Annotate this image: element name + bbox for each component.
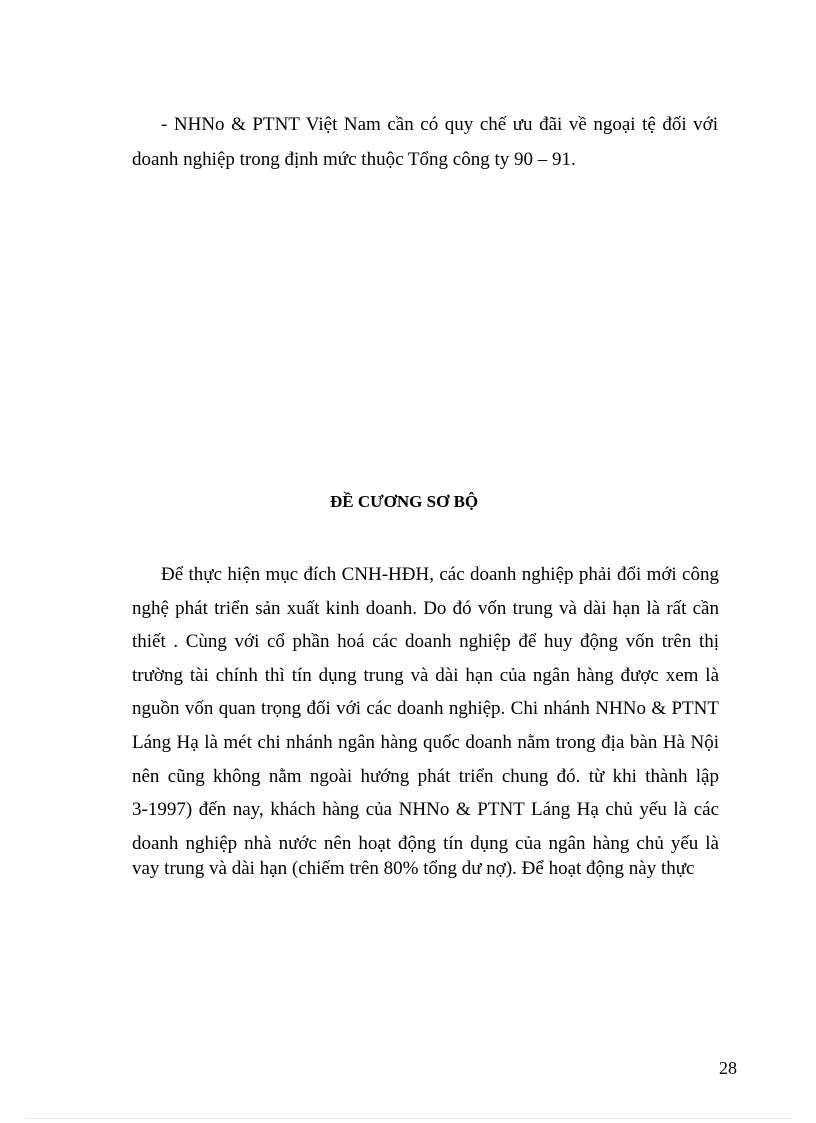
paragraph-line: Láng Hạ là mét chi nhánh ngân hàng quốc doanh nằm trong địa bàn Hà Nội — [132, 732, 719, 753]
paragraph-line: trường tài chính thì tín dụng trung và dài hạn của ngân hàng được xem là — [132, 665, 719, 686]
paragraph-line: 3-1997) đến nay, khách hàng của NHNo & PTNT Láng Hạ chủ yếu là các — [132, 799, 719, 820]
paragraph-line: thiết . Cùng với cổ phần hoá các doanh nghiệp để huy động vốn trên thị — [132, 631, 719, 652]
paragraph-line: nên cũng không nằm ngoài hướng phát triển chung đó. từ khi thành lập — [132, 766, 719, 787]
paragraph-line: nguồn vốn quan trọng đối với các doanh nghiệp. Chi nhánh NHNo & PTNT — [132, 698, 719, 719]
paragraph-line: doanh nghiệp nhà nước nên hoạt động tín dụng của ngân hàng chủ yếu là — [132, 833, 719, 854]
paragraph-line: nghệ phát triển sản xuất kinh doanh. Do đó vốn trung và dài hạn là rất cần — [132, 598, 719, 619]
footer-divider — [24, 1118, 792, 1119]
paragraph-line: Để thực hiện mục đích CNH-HĐH, các doanh nghiệp phải đổi mới công — [161, 564, 719, 585]
section-title: ĐỀ CƯƠNG SƠ BỘ — [330, 492, 479, 511]
page-number: 28 — [719, 1058, 737, 1078]
intro-line: doanh nghiệp trong định mức thuộc Tổng công ty 90 – 91. — [132, 149, 576, 170]
intro-line: - NHNo & PTNT Việt Nam cần có quy chế ưu đãi về ngoại tệ đối với — [161, 114, 718, 135]
paragraph-line: vay trung và dài hạn (chiếm trên 80% tổng dư nợ). Để hoạt động này thực — [132, 858, 695, 879]
